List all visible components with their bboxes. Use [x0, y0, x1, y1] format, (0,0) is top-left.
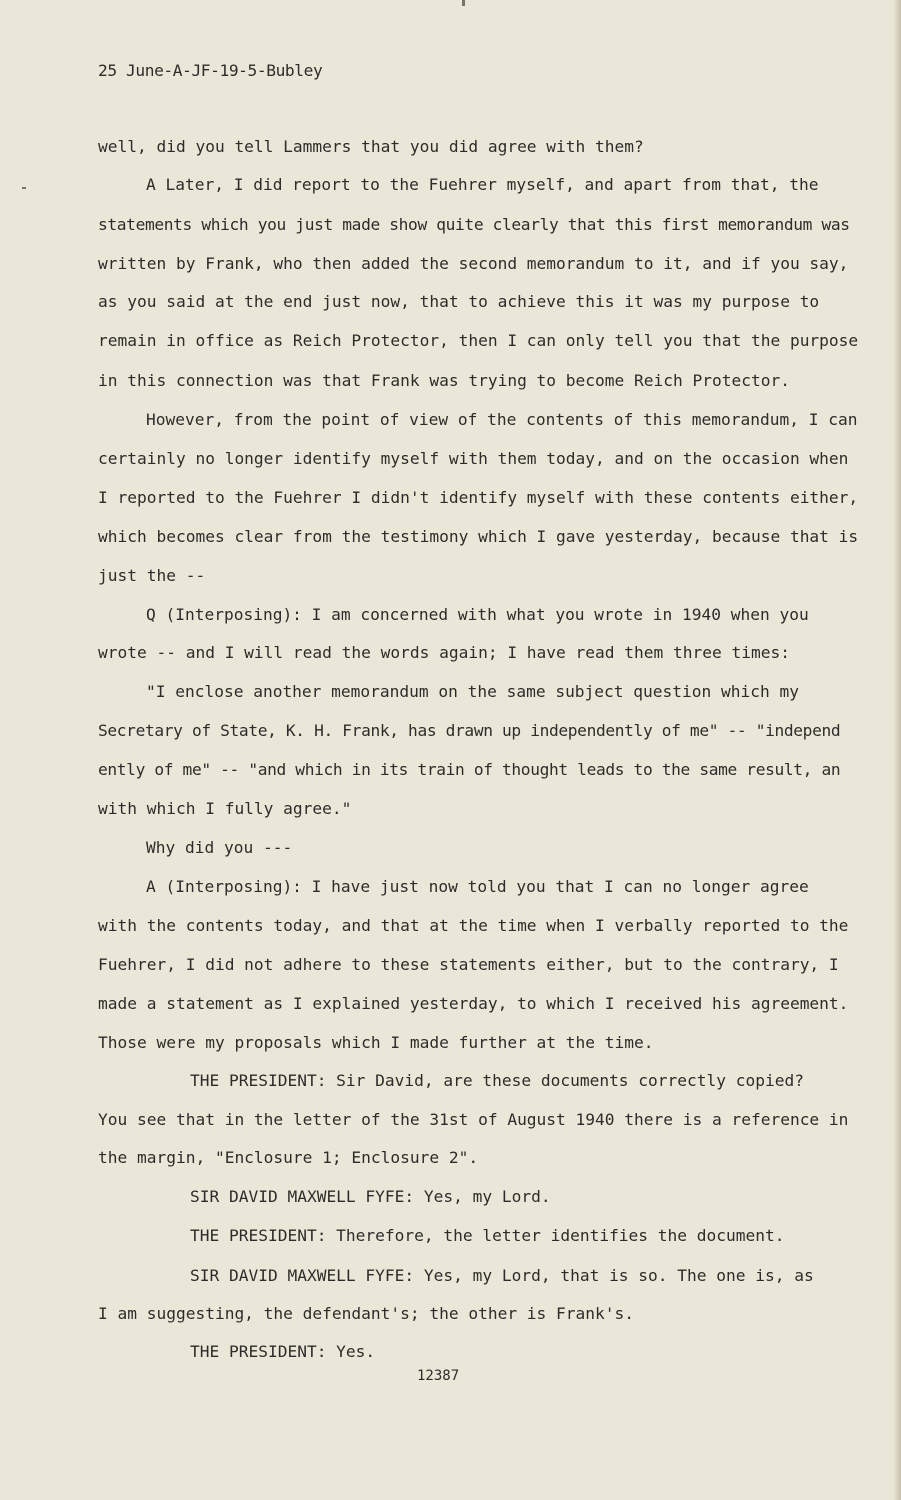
side-scan-mark [22, 187, 26, 189]
line-06: remain in office as Reich Protector, then I can only tell you that the purpose [98, 331, 859, 350]
line-14: wrote -- and I will read the words again; I have read them three times: [98, 643, 790, 662]
line-32: THE PRESIDENT: Yes. [190, 1342, 376, 1361]
line-12: just the -- [98, 566, 206, 585]
line-20: A (Interposing): I have just now told you that I can no longer agree [146, 877, 809, 896]
line-02: A Later, I did report to the Fuehrer myself, and apart from that, the [146, 175, 819, 194]
line-23: made a statement as I explained yesterday, to which I received his agreement. [98, 994, 849, 1013]
line-10: I reported to the Fuehrer I didn't identify myself with these contents either, [98, 488, 859, 507]
line-22: Fuehrer, I did not adhere to these statements either, but to the contrary, I [98, 955, 839, 974]
line-21: with the contents today, and that at the time when I verbally reported to the [98, 916, 849, 935]
line-15: "I enclose another memorandum on the same subject question which my [146, 682, 799, 701]
line-08: However, from the point of view of the contents of this memorandum, I can [146, 410, 858, 429]
page-edge-shadow [893, 0, 901, 1500]
page-number: 12387 [417, 1368, 460, 1384]
line-17: ently of me" -- "and which in its train of thought leads to the same result, an [98, 760, 841, 779]
line-26: You see that in the letter of the 31st of August 1940 there is a reference in [98, 1110, 849, 1129]
line-25: THE PRESIDENT: Sir David, are these documents correctly copied? [190, 1071, 804, 1090]
line-24: Those were my proposals which I made further at the time. [98, 1033, 654, 1052]
line-18: with which I fully agree." [98, 799, 352, 818]
line-13: Q (Interposing): I am concerned with what you wrote in 1940 when you [146, 605, 809, 624]
line-07: in this connection was that Frank was trying to become Reich Protector. [98, 371, 790, 390]
line-29: THE PRESIDENT: Therefore, the letter identifies the document. [190, 1226, 785, 1245]
line-04: written by Frank, who then added the second memorandum to it, and if you say, [98, 254, 849, 273]
document-header: 25 June-A-JF-19-5-Bubley [98, 61, 323, 80]
line-30: SIR DAVID MAXWELL FYFE: Yes, my Lord, that is so. The one is, as [190, 1266, 814, 1285]
line-09: certainly no longer identify myself with them today, and on the occasion when [98, 449, 849, 468]
line-27: the margin, "Enclosure 1; Enclosure 2". [98, 1148, 479, 1167]
line-16: Secretary of State, K. H. Frank, has drawn up independently of me" -- "independ [98, 721, 841, 740]
line-03: statements which you just made show quite clearly that this first memorandum was [98, 215, 850, 234]
line-01: well, did you tell Lammers that you did agree with them? [98, 137, 644, 156]
line-31: I am suggesting, the defendant's; the other is Frank's. [98, 1304, 635, 1323]
line-05: as you said at the end just now, that to achieve this it was my purpose to [98, 292, 820, 311]
line-11: which becomes clear from the testimony which I gave yesterday, because that is [98, 527, 859, 546]
line-19: Why did you --- [146, 838, 293, 857]
top-scan-mark [462, 0, 465, 6]
line-28: SIR DAVID MAXWELL FYFE: Yes, my Lord. [190, 1187, 551, 1206]
